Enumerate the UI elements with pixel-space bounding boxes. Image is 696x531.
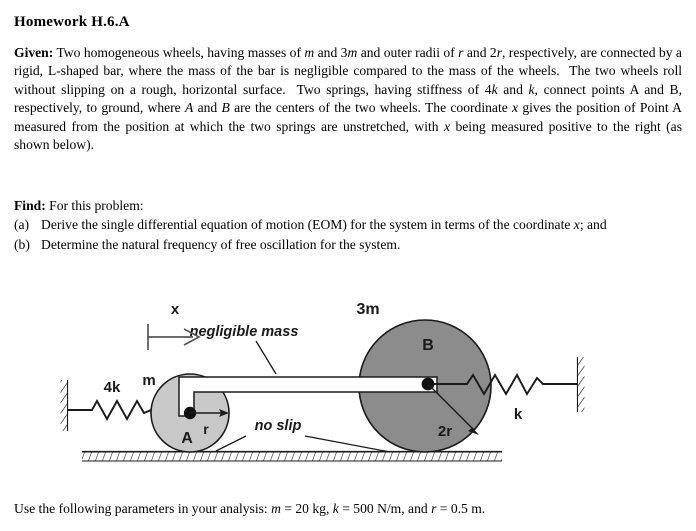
coordinate-x-label: x — [170, 301, 180, 318]
parameters-text: Use the following parameters in your analysis: m = 20 kg, k = 500 N/m, and r = 0.5 m. — [14, 501, 486, 516]
ground-surface — [82, 452, 502, 461]
spring-4k-label: 4k — [103, 379, 121, 396]
point-b-label: B — [422, 337, 434, 354]
page-title: Homework H.6.A — [14, 14, 130, 30]
no-slip-leader-right — [305, 436, 390, 452]
parameters-section — [14, 500, 682, 518]
radius-r-label: r — [203, 421, 209, 437]
find-item-b — [14, 236, 682, 254]
find-intro: For this problem: — [49, 198, 144, 213]
wheel-large-mass-label: 3m — [356, 301, 380, 318]
system-diagram — [60, 288, 650, 484]
negligible-mass-label: negligible mass — [189, 324, 299, 340]
spring-k-label: k — [513, 406, 523, 423]
find-item-b-text: Determine the natural frequency of free oscillation for the system. — [41, 236, 401, 252]
negligible-mass-leader — [256, 341, 276, 374]
point-a-label: A — [181, 430, 193, 447]
right-wall-support — [578, 357, 585, 412]
wheel-small-mass-label: m — [142, 372, 156, 389]
find-item-a-text: Derive the single differential equation of motion (EOM) for the system in terms of the coordinate x; and — [41, 217, 607, 233]
given-section — [14, 44, 682, 154]
radius-2r-label: 2r — [437, 423, 453, 440]
spring-4k — [67, 401, 164, 419]
find-item-a-marker: (a) — [14, 217, 30, 233]
find-label: Find: — [14, 198, 46, 213]
find-item-list — [14, 216, 682, 254]
find-item-a — [14, 216, 682, 234]
left-wall-support — [61, 380, 68, 431]
no-slip-label: no slip — [254, 418, 302, 434]
find-heading — [14, 197, 682, 215]
given-text: Two homogeneous wheels, having masses of m and 3m and outer radii of r and 2r, respectively, are connected by a rigid, L-shaped bar, where the mass of the bar is negligible compared to the mass of the wheels. The two wheels roll without slipping on a rough, horizontal surface. Two springs, having stiffness of 4k and k, connect points A and B, respectively, to ground, where A and B are the centers of the two wheels. The coordinate x gives the position of Point A measured from the position at which the two springs are unstretched, with x being measured positive to the right (as shown below). — [14, 45, 682, 153]
given-label: Given: — [14, 45, 54, 60]
find-item-b-marker: (b) — [14, 236, 30, 252]
find-section — [14, 197, 682, 254]
